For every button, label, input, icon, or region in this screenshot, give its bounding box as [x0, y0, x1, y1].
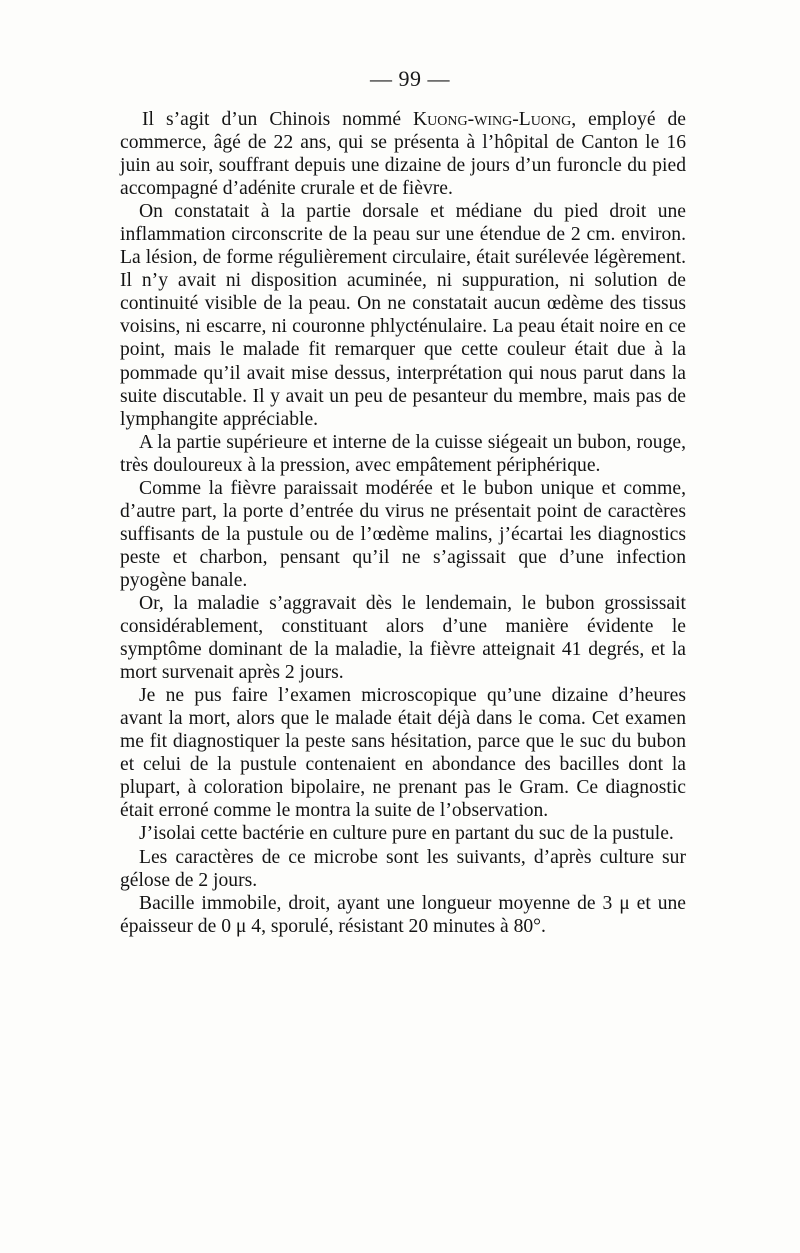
paragraph-8: Les caractères de ce microbe sont les suivants, d’après culture sur gélose de 2 jours.	[120, 846, 686, 891]
page-number: — 99 —	[370, 66, 450, 91]
paragraph-9: Bacille immobile, droit, ayant une longueur moyenne de 3 μ et une épaisseur de 0 μ 4, sporulé, résistant 20 minutes à 80°.	[120, 892, 686, 937]
paragraph-3: A la partie supérieure et interne de la cuisse siégeait un bubon, rouge, très douloureux à la pression, avec empâtement périphérique.	[120, 431, 686, 476]
paragraph-1-after: , employé de commerce, âgé de 22 ans, qui se présenta à l’hôpital de Canton le 16 juin au soir, souffrant depuis une dizaine de jours d’un furoncle du pied accompagné d’adénite crurale et de fièvre.	[120, 109, 686, 200]
paragraph-4: Comme la fièvre paraissait modérée et le bubon unique et comme, d’autre part, la porte d’entrée du virus ne présentait point de caractères suffisants de la pustule ou de l’œdème malins, j’écartai les diagnostics peste et charbon, pensant qu’il ne s’agissait que d’une infection pyogène banale.	[120, 477, 686, 591]
body-text	[120, 108, 686, 938]
paragraph-6: Je ne pus faire l’examen microscopique qu’une dizaine d’heures avant la mort, alors que le malade était déjà dans le coma. Cet examen me fit diagnostiquer la peste sans hésitation, parce que le suc du bubon et celui de la pustule contenaient en abondance des bacilles dont la plupart, à coloration bipolaire, ne prenant pas le Gram. Ce diagnostic était erroné comme le montra la suite de l’observation.	[120, 685, 686, 822]
paragraph-5: Or, la maladie s’aggravait dès le lendemain, le bubon grossissait considérablement, constituant alors d’une manière évidente le symptôme dominant de la maladie, la fièvre atteignait 41 degrés, et la mort survenait après 2 jours.	[120, 592, 686, 684]
paragraph-7: J’isolai cette bactérie en culture pure en partant du suc de la pustule.	[139, 823, 674, 845]
paragraph-1-before: Il s’agit d’un Chinois nommé	[142, 109, 414, 130]
paragraph-2: On constatait à la partie dorsale et médiane du pied droit une inflammation circonscrite de la peau sur une étendue de 2 cm. environ. La lésion, de forme régulièrement circulaire, était surélevée légèrement. Il n’y avait ni disposition acuminée, ni suppuration, ni solution de continuité visible de la peau. On ne constatait aucun œdème des tissus voisins, ni escarre, ni couronne phlycténulaire. La peau était noire en ce point, mais le malade fit remarquer que cette couleur était due à la pommade qu’il avait mise dessus, interprétation qui nous parut dans la suite discutable. Il y avait un peu de pesanteur du membre, mais pas de lymphangite appréciable.	[120, 201, 686, 430]
paragraph-1	[120, 108, 686, 200]
patient-name: Kuong-wing-Luong	[413, 109, 572, 130]
